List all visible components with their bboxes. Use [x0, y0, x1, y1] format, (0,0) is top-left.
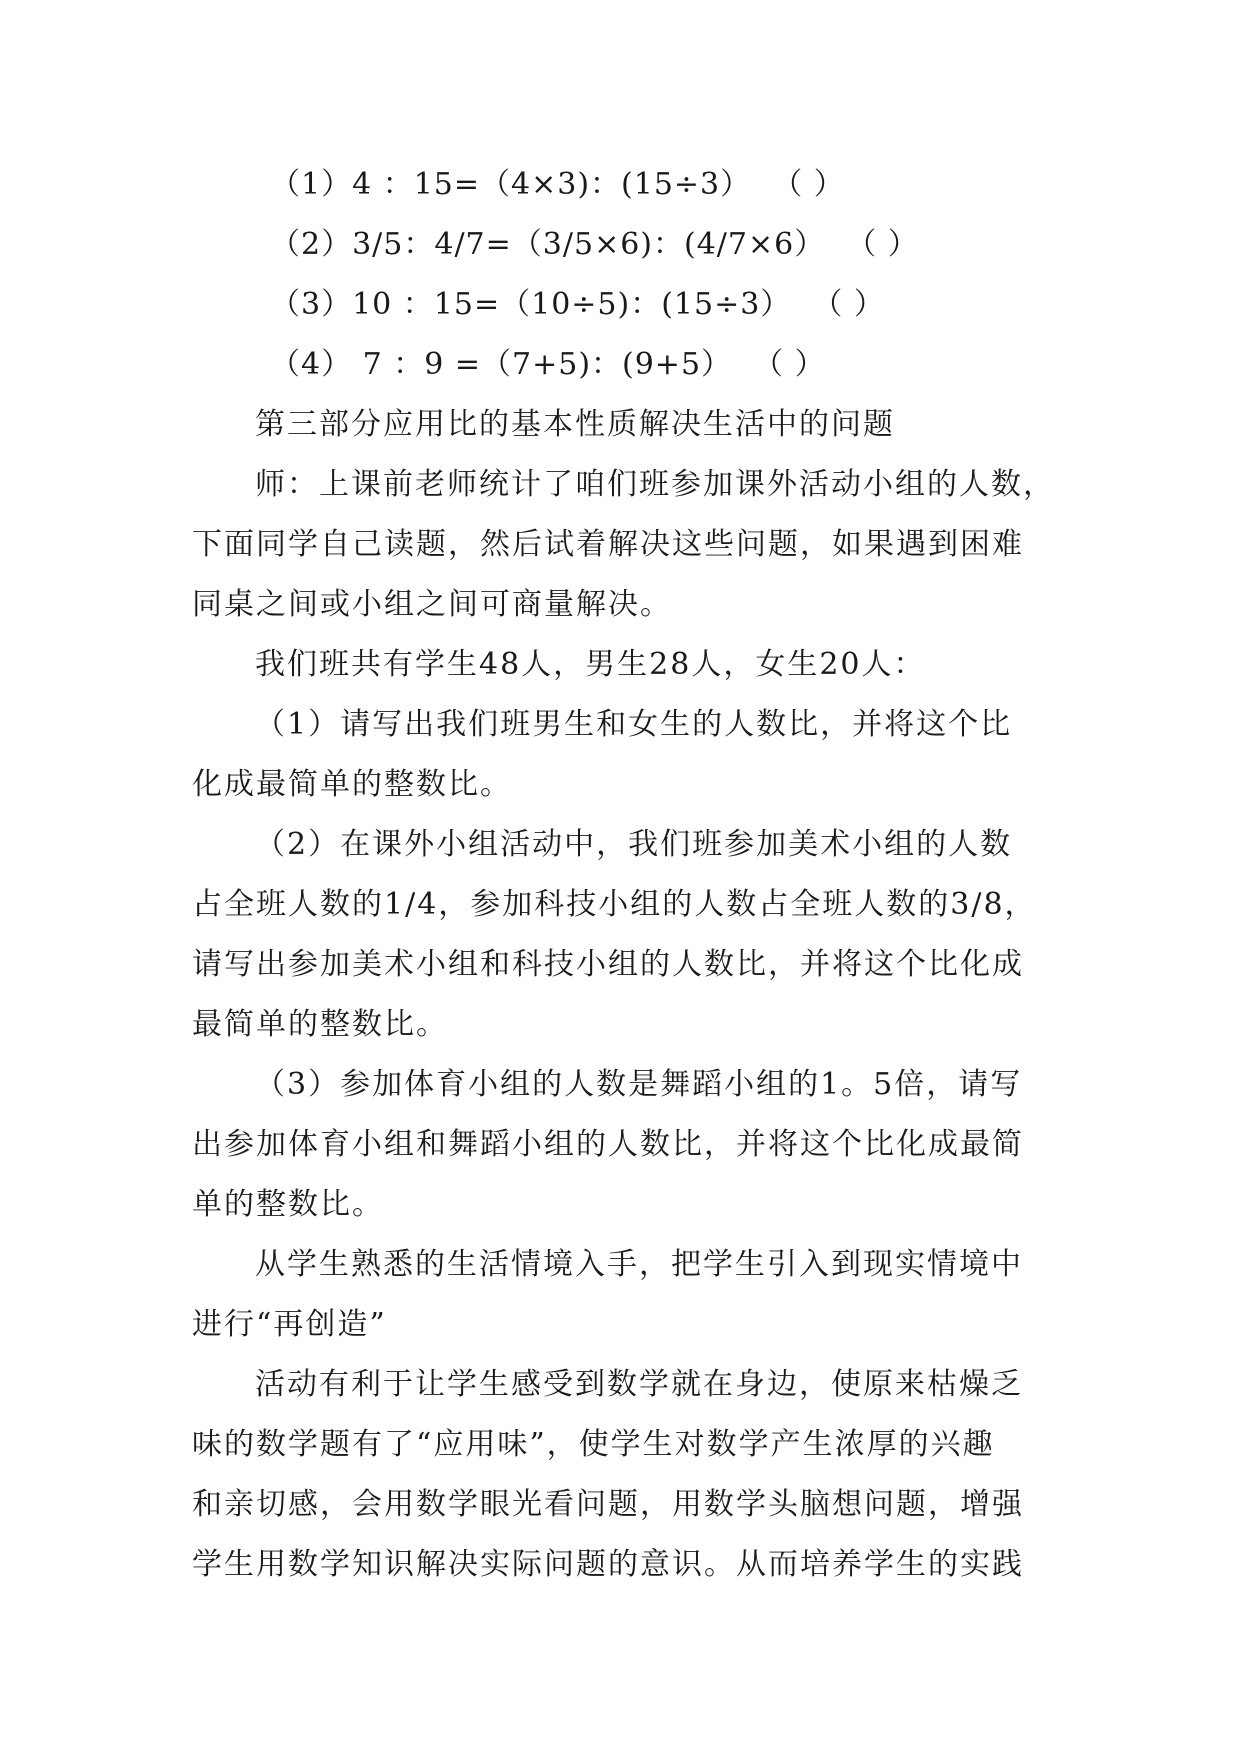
- paragraph-line: 进行“再创造”: [192, 1307, 387, 1342]
- question-line: （2）在课外小组活动中，我们班参加美术小组的人数: [255, 827, 1013, 862]
- section-heading: 第三部分应用比的基本性质解决生活中的问题: [255, 407, 895, 442]
- question-line: 化成最简单的整数比。: [192, 767, 512, 802]
- question-line: 请写出参加美术小组和科技小组的人数比，并将这个比化成: [192, 947, 1024, 982]
- paragraph-line: 活动有利于让学生感受到数学就在身边，使原来枯燥乏: [255, 1367, 1023, 1402]
- exercise-line-2: （2）3/5：4/7=（3/5×6)：(4/7×6） （ ）: [270, 227, 919, 262]
- paragraph-line: 学生用数学知识解决实际问题的意识。从而培养学生的实践: [192, 1547, 1024, 1582]
- question-line: （3）参加体育小组的人数是舞蹈小组的1。5倍，请写: [255, 1067, 1023, 1102]
- question-line: 出参加体育小组和舞蹈小组的人数比，并将这个比化成最简: [192, 1127, 1024, 1162]
- question-line: （1）请写出我们班男生和女生的人数比，并将这个比: [255, 707, 1013, 742]
- paragraph-line: 和亲切感，会用数学眼光看问题，用数学头脑想问题，增强: [192, 1487, 1024, 1522]
- paragraph-line: 我们班共有学生48人，男生28人，女生20人：: [255, 647, 926, 682]
- exercise-line-3: （3）10 ：15=（10÷5)：(15÷3） （ ）: [270, 287, 885, 322]
- exercise-line-1: （1）4 ：15=（4×3)：(15÷3） （ ）: [270, 167, 845, 202]
- paragraph-line: 味的数学题有了“应用味”，使学生对数学产生浓厚的兴趣: [192, 1427, 995, 1462]
- paragraph-line: 同桌之间或小组之间可商量解决。: [192, 587, 672, 622]
- exercise-line-4: （4） 7 ：9 =（7+5)：(9+5） （ ）: [270, 347, 826, 382]
- document-page: [192, 155, 1055, 1595]
- paragraph-line: 从学生熟悉的生活情境入手，把学生引入到现实情境中: [255, 1247, 1023, 1282]
- question-line: 占全班人数的1/4，参加科技小组的人数占全班人数的3/8，: [192, 887, 1037, 922]
- paragraph-line: 下面同学自己读题，然后试着解决这些问题，如果遇到困难: [192, 527, 1024, 562]
- question-line: 最简单的整数比。: [192, 1007, 448, 1042]
- question-line: 单的整数比。: [192, 1187, 384, 1222]
- paragraph-line: 师：上课前老师统计了咱们班参加课外活动小组的人数，: [255, 467, 1055, 502]
